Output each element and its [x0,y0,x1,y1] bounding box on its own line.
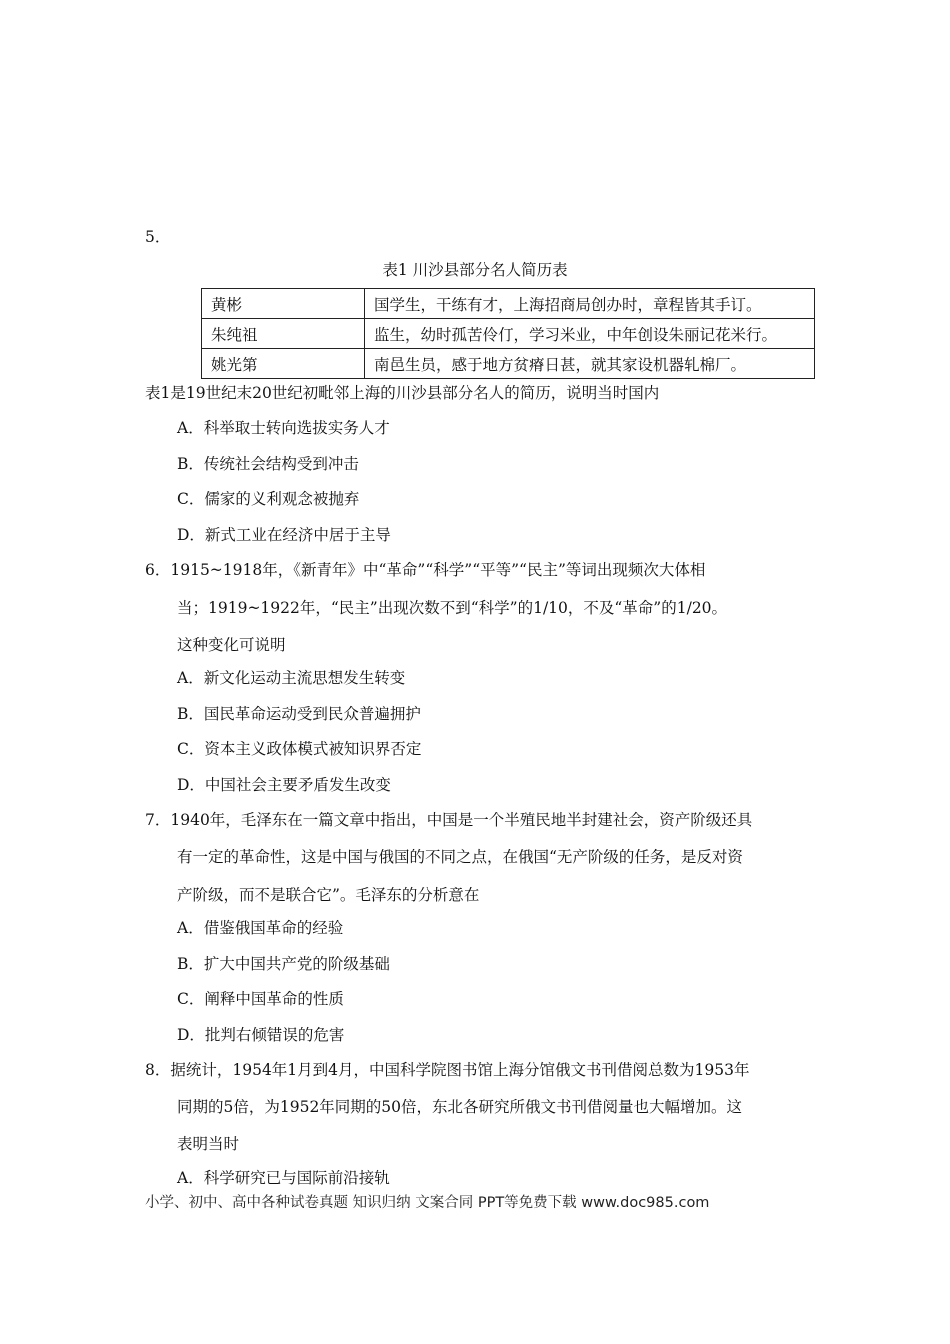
question-6-stem-line-2: 当；1919~1922年，“民主”出现次数不到“科学”的1/10，不及“革命”的1/20。 [177,599,728,617]
question-5-stem: 表1是19世纪末20世纪初毗邻上海的川沙县部分名人的简历，说明当时国内 [145,384,660,402]
question-7-option-b: B．扩大中国共产党的阶级基础 [177,955,390,973]
question-7-option-d: D．批判右倾错误的危害 [177,1026,345,1044]
question-5-option-c: C．儒家的义利观念被抛弃 [177,490,360,508]
table-cell-bio: 南邑生员，感于地方贫瘠日甚，就其家设机器轧棉厂。 [365,349,815,379]
question-6-option-c: C．资本主义政体模式被知识界否定 [177,740,422,758]
question-7-stem-line-2: 有一定的革命性，这是中国与俄国的不同之点，在俄国“无产阶级的任务，是反对资 [177,848,743,866]
table-caption: 表1 川沙县部分名人简历表 [382,261,568,279]
question-8-stem-line-1: 8．据统计，1954年1月到4月，中国科学院图书馆上海分馆俄文书刊借阅总数为1953年 [145,1061,750,1079]
table-row [202,349,815,379]
question-6-stem-line-1: 6．1915~1918年，《新青年》中“革命”“科学”“平等”“民主”等词出现频次大体相 [145,561,706,579]
question-6-stem-line-3: 这种变化可说明 [177,636,286,654]
table-row [202,289,815,319]
question-8-stem-line-2: 同期的5倍，为1952年同期的50倍，东北各研究所俄文书刊借阅量也大幅增加。这 [177,1098,743,1116]
biography-table [201,288,815,379]
question-5-option-b: B．传统社会结构受到冲击 [177,455,359,473]
question-7-option-c: C．阐释中国革命的性质 [177,990,344,1008]
table-cell-name: 姚光第 [202,349,365,379]
question-5-number: 5． [145,228,171,246]
table-cell-name: 黄彬 [202,289,365,319]
question-5-option-d: D．新式工业在经济中居于主导 [177,526,391,544]
footer-download-notice: 小学、初中、高中各种试卷真题 知识归纳 文案合同 PPT等免费下载 www.doc985.com [145,1195,710,1211]
question-6-option-d: D．中国社会主要矛盾发生改变 [177,776,391,794]
table-cell-bio: 监生，幼时孤苦伶仃，学习米业，中年创设朱丽记花米行。 [365,319,815,349]
table-row [202,319,815,349]
question-8-stem-line-3: 表明当时 [177,1135,240,1153]
question-5-option-a: A．科举取士转向选拔实务人才 [177,419,390,437]
question-6-option-a: A．新文化运动主流思想发生转变 [177,669,406,687]
question-7-stem-line-3: 产阶级，而不是联合它”。毛泽东的分析意在 [177,886,480,904]
question-6-option-b: B．国民革命运动受到民众普遍拥护 [177,705,421,723]
question-7-stem-line-1: 7．1940年，毛泽东在一篇文章中指出，中国是一个半殖民地半封建社会，资产阶级还具 [145,811,753,829]
question-7-option-a: A．借鉴俄国革命的经验 [177,919,344,937]
question-8-option-a: A．科学研究已与国际前沿接轨 [177,1169,390,1187]
table-cell-bio: 国学生，干练有才，上海招商局创办时，章程皆其手订。 [365,289,815,319]
table-cell-name: 朱纯祖 [202,319,365,349]
